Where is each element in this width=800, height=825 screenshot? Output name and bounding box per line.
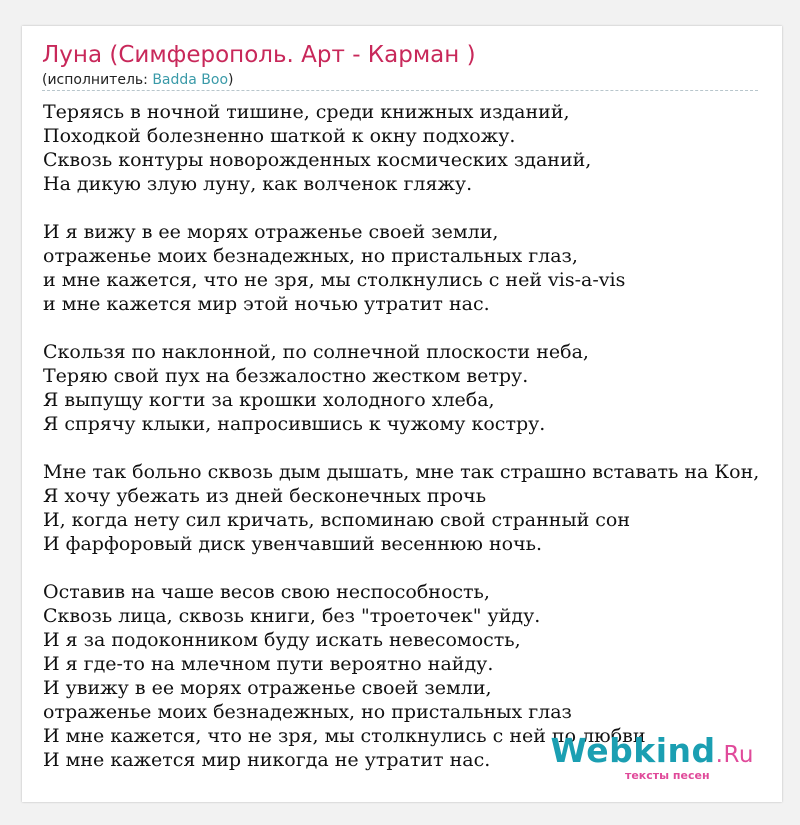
lyrics-stanza — [43, 220, 759, 316]
title-divider — [42, 90, 758, 91]
lyrics-line: Теряю свой пух на безжалостно жестком ветру. — [43, 365, 529, 387]
webkind-logo[interactable] — [550, 731, 754, 782]
lyrics-line: Я хочу убежать из дней бесконечных прочь — [43, 485, 487, 507]
lyrics-line: И я вижу в ее морях отраженье своей земли, — [43, 221, 499, 243]
logo-domain: .Ru — [715, 742, 754, 768]
lyrics-line: Я спрячу клыки, напросившись к чужому костру. — [43, 413, 546, 435]
performer-line — [42, 71, 234, 89]
lyrics-line: И мне кажется, что не зря, мы столкнулись с ней по любви — [43, 725, 646, 747]
lyrics-line: И я где-то на млечном пути вероятно найду. — [43, 653, 494, 675]
performer-prefix: (исполнитель: — [42, 72, 153, 88]
lyrics-stanza — [43, 100, 759, 196]
logo-wordmark — [550, 731, 754, 772]
lyrics-line: Я выпущу когти за крошки холодного хлеба, — [43, 389, 495, 411]
lyrics-stanza — [43, 460, 759, 556]
lyrics-card — [22, 26, 782, 802]
lyrics-stanza — [43, 340, 759, 436]
lyrics-line: Походкой болезненно шаткой к окну подхожу. — [43, 125, 516, 147]
lyrics-line: Оставив на чаше весов свою неспособность, — [43, 581, 490, 603]
lyrics-line: Мне так больно сквозь дым дышать, мне так страшно вставать на Кон, — [43, 461, 760, 483]
performer-suffix: ) — [228, 72, 234, 88]
lyrics-line: И увижу в ее морях отраженье своей земли, — [43, 677, 492, 699]
lyrics-line: И я за подоконником буду искать невесомость, — [43, 629, 521, 651]
lyrics-text — [43, 100, 759, 772]
song-title: Луна (Симферополь. Арт - Карман ) — [42, 42, 476, 68]
lyrics-line: И фарфоровый диск увенчавший весеннюю ночь. — [43, 533, 543, 555]
lyrics-line: И, когда нету сил кричать, вспоминаю свой странный сон — [43, 509, 631, 531]
lyrics-line: На дикую злую луну, как волченок гляжу. — [43, 173, 473, 195]
logo-tagline: тексты песен — [624, 769, 710, 782]
lyrics-line: Скользя по наклонной, по солнечной плоскости неба, — [43, 341, 589, 363]
performer-link[interactable]: Badda Boo — [152, 72, 229, 88]
lyrics-line: И мне кажется мир никогда не утратит нас. — [43, 749, 491, 771]
lyrics-line: и мне кажется мир этой ночью утратит нас. — [43, 293, 490, 315]
lyrics-line: отраженье моих безнадежных, но пристальных глаз, — [43, 245, 578, 267]
lyrics-line: отраженье моих безнадежных, но пристальных глаз — [43, 701, 572, 723]
logo-name: Webkind — [550, 731, 716, 770]
lyrics-line: Сквозь лица, сквозь книги, без "троеточек" уйду. — [43, 605, 541, 627]
lyrics-line: и мне кажется, что не зря, мы столкнулись с ней vis-a-vis — [43, 269, 626, 291]
lyrics-line: Сквозь контуры новорожденных космических зданий, — [43, 149, 592, 171]
lyrics-line: Теряясь в ночной тишине, среди книжных изданий, — [43, 101, 570, 123]
